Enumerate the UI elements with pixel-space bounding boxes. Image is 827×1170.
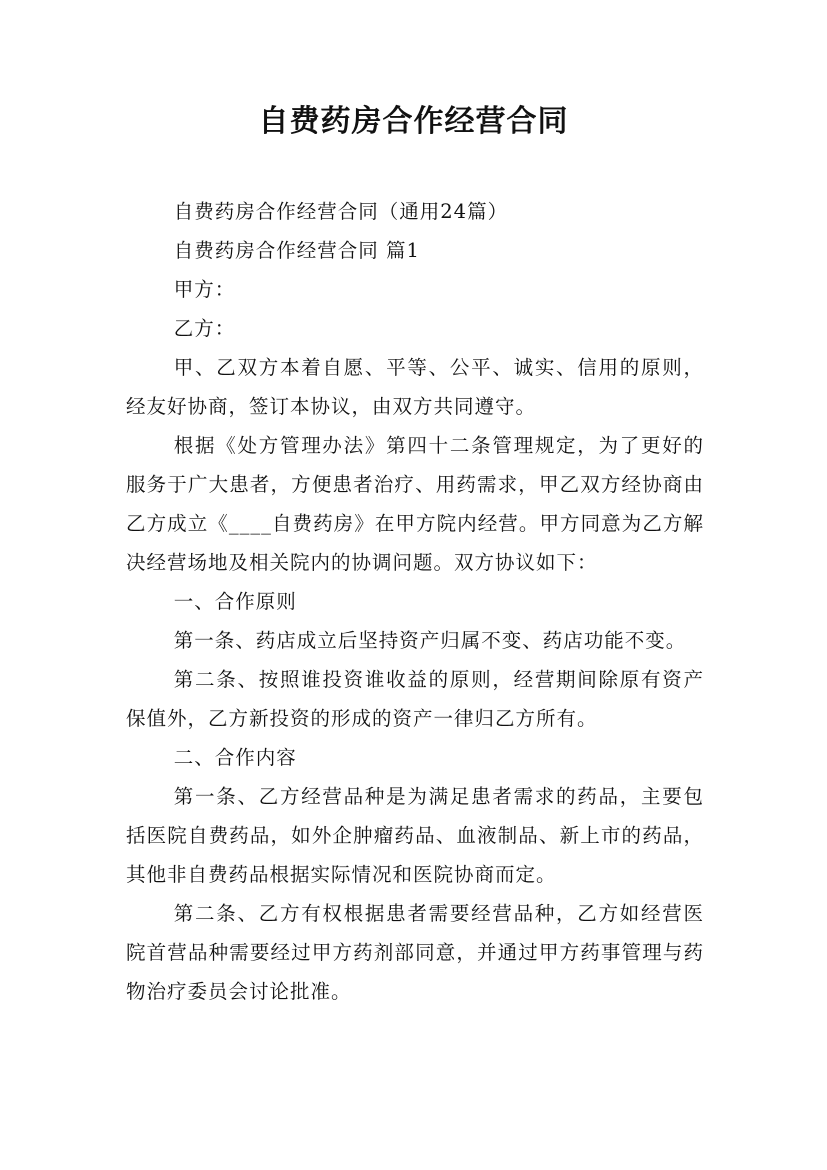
paragraph: 第二条、按照谁投资谁收益的原则，经营期间除原有资产保值外，乙方新投资的形成的资产一律归乙方所有。 (126, 668, 704, 730)
paragraph: 第一条、药店成立后坚持资产归属不变、药店功能不变。 (173, 629, 687, 652)
document-title: 自费药房合作经营合同 (258, 104, 569, 139)
document-body (126, 192, 704, 1011)
paragraph-heading-principles: 一、合作原则 (173, 590, 297, 613)
paragraph: 甲、乙双方本着自愿、平等、公平、诚实、信用的原则，经友好协商，签订本协议，由双方共同遵守。 (126, 356, 704, 418)
paragraph-heading-content: 二、合作内容 (173, 746, 297, 769)
paragraph: 第一条、乙方经营品种是为满足患者需求的药品，主要包括医院自费药品，如外企肿瘤药品、血液制品、新上市的药品，其他非自费药品根据实际情况和医院协商而定。 (126, 785, 704, 886)
paragraph-subtitle: 自费药房合作经营合同（通用24篇） (173, 200, 509, 223)
paragraph-party-b: 乙方： (173, 317, 236, 340)
paragraph: 第二条、乙方有权根据患者需要经营品种，乙方如经营医院首营品种需要经过甲方药剂部同意，并通过甲方药事管理与药物治疗委员会讨论批准。 (126, 902, 704, 1003)
paragraph-party-a: 甲方： (173, 278, 236, 301)
paragraph: 根据《处方管理办法》第四十二条管理规定，为了更好的服务于广大患者，方便患者治疗、用药需求，甲乙双方经协商由乙方成立《____自费药房》在甲方院内经营。甲方同意为乙方解决经营场地及相关院内的协调问题。双方协议如下： (126, 434, 704, 574)
paragraph-section-heading: 自费药房合作经营合同 篇1 (173, 239, 420, 262)
